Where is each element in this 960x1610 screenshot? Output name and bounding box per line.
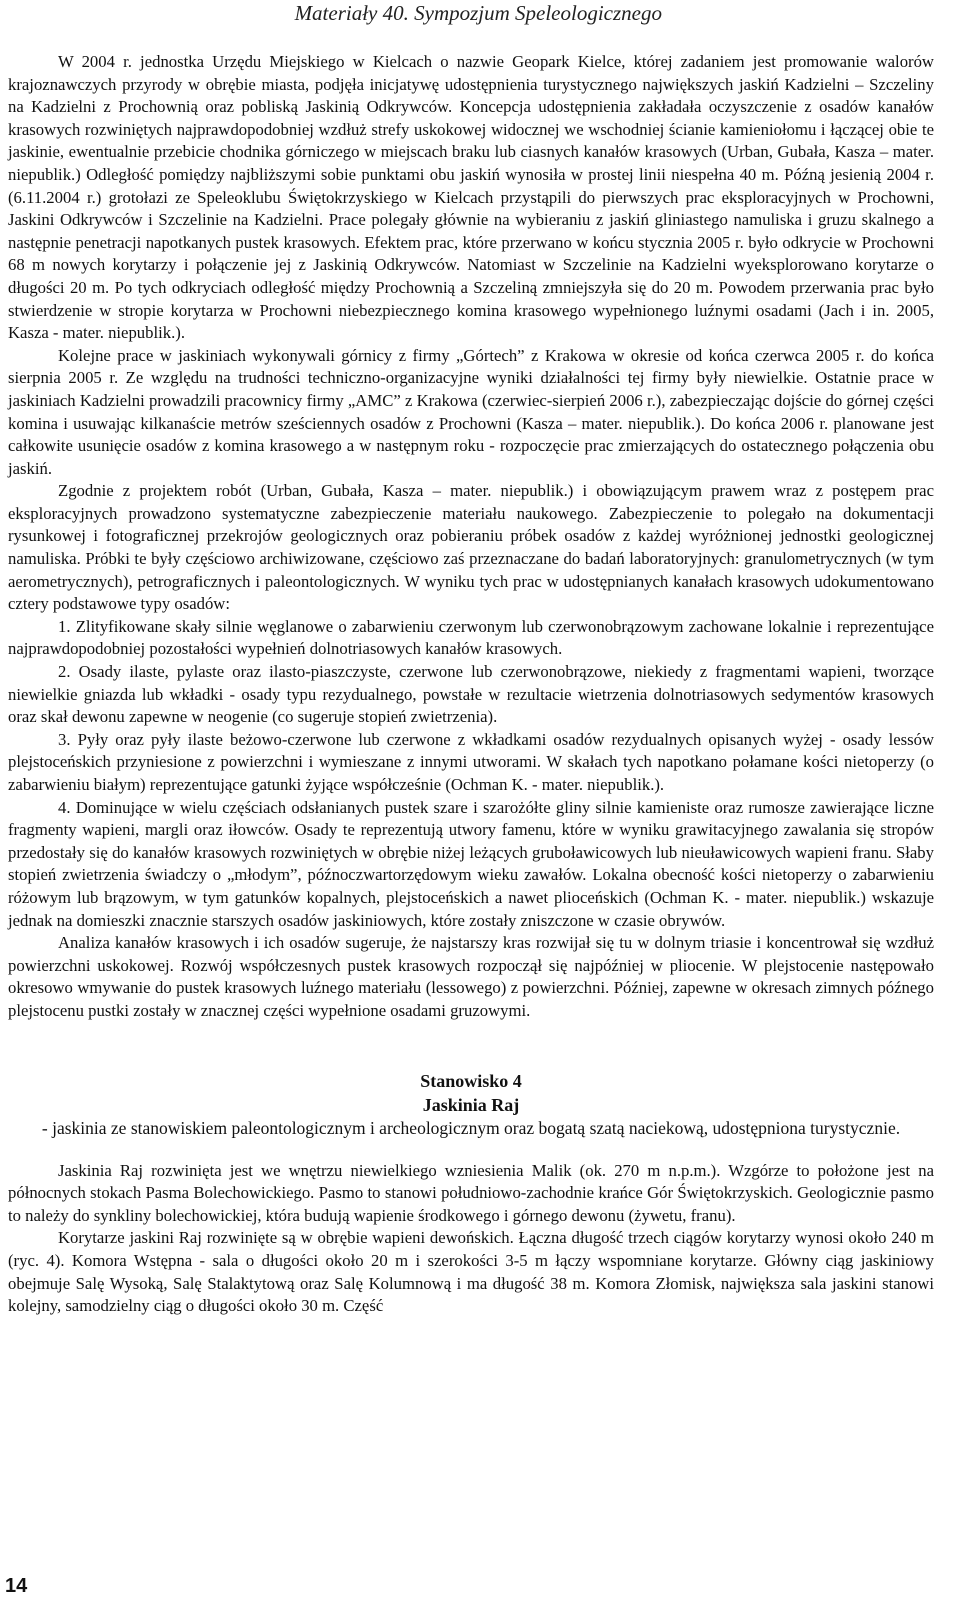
section-heading bbox=[8, 1069, 934, 1140]
paragraph: W 2004 r. jednostka Urzędu Miejskiego w Kielcach o nazwie Geopark Kielce, której zadaniem jest promowanie walorów krajoznawczych przyrody w obrębie miasta, podjęła inicjatywę udostępnienia turystycznego największych jaskiń Kadzielni – Szczeliny na Kadzielni z Prochownią oraz pobliską Jaskinią Odkrywców. Koncepcja udostępnienia zakładała oczyszczenie z osadów kanałów krasowych rozwiniętych najprawdopodobniej wzdłuż strefy uskokowej widocznej we wschodniej ścianie kamieniołomu i łączącej obie te jaskinie, ewentualnie przebicie chodnika górniczego w miejscach braku lub ciasnych kanałów krasowych (Urban, Gubała, Kasza – mater. niepublik.) Odległość pomiędzy najbliższymi sobie punktami obu jaskiń wynosiła w prostej linii niespełna 40 m. Późną jesienią 2004 r. (6.11.2004 r.) grotołazi ze Speleoklubu Świętokrzyskiego w Kielcach przystąpili do pierwszych prac eksploracyjnych w Prochowni, Jaskini Odkrywców i Szczelinie na Kadzielni. Prace polegały głównie na wybieraniu z jaskiń gliniastego namuliska i gruzu skalnego a następnie penetracji napotkanych pustek krasowych. Efektem prac, które przerwano w końcu stycznia 2005 r. było odkrycie w Prochowni 68 m nowych korytarzy i połączenie jej z Jaskinią Odkrywców. Natomiast w Szczelinie na Kadzielni wyeksplorowano korytarze o długości 20 m. Po tych odkryciach odległość między Prochownią a Szczeliną zmniejszyła się do 20 m. Powodem przerwania prac było stwierdzenie w stropie korytarza w Prochowni niebezpiecznego komina krasowego wypełnionego luźnymi osadami (Jach i in. 2005, Kasza - mater. niepublik.). bbox=[8, 52, 934, 343]
paragraph: Korytarze jaskini Raj rozwinięte są w obrębie wapieni dewońskich. Łączna długość trzech ciągów korytarzy wynosi około 240 m (ryc. 4). Komora Wstępna - sala o długości około 20 m i szerokości 3-5 m łączy wspomniane korytarze. Główny ciąg jaskiniowy obejmuje Salę Wysoką, Salę Stalaktytową oraz Salę Kolumnową i ma długość 38 m. Komora Złomisk, największa sala jaskini stanowi kolejny, samodzielny ciąg o długości około 30 m. Część bbox=[8, 1228, 934, 1316]
paragraph: Zgodnie z projektem robót (Urban, Gubała, Kasza – mater. niepublik.) i obowiązującym prawem wraz z postępem prac eksploracyjnych prowadzono systematyczne zabezpieczenie materiału naukowego. Zabezpieczenie to polegało na dokumentacji rysunkowej i fotograficznej przekrojów geologicznych oraz pobieraniu próbek osadów z każdej wyróżnionej jednostki geologicznej namuliska. Próbki te były częściowo archiwizowane, częściowo zaś przeznaczane do badań laboratoryjnych: granulometrycznych (w tym aerometrycznych), petrograficznych i paleontologicznych. W wyniku tych prac w udostępnianych kanałach krasowych udokumentowano cztery podstawowe typy osadów: bbox=[8, 481, 934, 614]
section-name: Jaskinia Raj bbox=[422, 1094, 520, 1115]
list-item: 3. Pyły oraz pyły ilaste beżowo-czerwone lub czerwone z wkładkami osadów rezydualnych opisanych wyżej - osady lessów plejstoceńskich przyniesione z powierzchni i wymieszane z innymi utworami. W skałach tych napotkano połamane kości nietoperzy (o zabarwieniu białym) reprezentujące gatunki żyjące współcześnie (Ochman K. - mater. niepublik.). bbox=[8, 729, 934, 794]
paragraph: Analiza kanałów krasowych i ich osadów sugeruje, że najstarszy kras rozwijał się tu w dolnym triasie i koncentrował się wzdłuż powierzchni uskokowej. Rozwój współczesnych pustek krasowych rozpoczął się najpóźniej w pliocenie. W plejstocenie następowało okresowo wmywanie do pustek krasowych luźnego materiału (lessowego) z powierzchni. Później, zapewne w okresach zimnych późnego plejstocenu pustki zostały w znacznej części wypełnione osadami gruzowymi. bbox=[8, 933, 934, 1020]
running-header: Materiały 40. Sympozjum Speleologicznego bbox=[294, 1, 662, 25]
list-item: 4. Dominujące w wielu częściach odsłanianych pustek szare i szarożółte gliny silnie kamieniste oraz rumosze zawierające liczne fragmenty wapieni, margli oraz iłowców. Osady te reprezentują utwory famenu, które w wyniku grawitacyjnego zawalania się stropów przedostały się do kanałów krasowych rozwiniętych w obrębie niżej leżących gruboławicowych lub nieuławicowych wapieni franu. Słaby stopień zwietrzenia świadczy o „młodym”, późnoczwartorzędowym wieku zawałów. Lokalna obecność kości nietoperzy o zabarwieniu różowym lub brązowym, w tym gatunków kopalnych, plejstoceńskich a nawet plioceńskich (Ochman K. - mater. niepublik.) wskazuje jednak na domieszki znacznie starszych osadów jaskiniowych, które zostały zniszczone w czasie obrywów. bbox=[8, 797, 934, 930]
list-item: 2. Osady ilaste, pylaste oraz ilasto-piaszczyste, czerwone lub czerwonobrązowe, niekiedy z fragmentami wapieni, tworzące niewielkie gniazda lub wkładki - osady typu rezydualnego, powstałe w rezultacie wietrzenia dolnotriasowych sedymentów krasowych oraz skał dewonu zapewne w neogenie (co sugeruje stopień zwietrzenia). bbox=[8, 662, 934, 727]
list-item: 1. Zlityfikowane skały silnie węglanowe o zabarwieniu czerwonym lub czerwonobrązowym zachowane lokalnie i reprezentujące najprawdopodobniej pozostałości wypełnień dolnotriasowych kanałów krasowych. bbox=[8, 616, 934, 659]
page-number: 14 bbox=[5, 1575, 28, 1597]
section-subtitle: - jaskinia ze stanowiskiem paleontologicznym i archeologicznym oraz bogatą szatą naciekową, udostępniona turystycznie. bbox=[41, 1117, 901, 1138]
paragraph: Jaskinia Raj rozwinięta jest we wnętrzu niewielkiego wzniesienia Malik (ok. 270 m n.p.m.). Wzgórze to położone jest na północnych stokach Pasma Bolechowickiego. Pasmo to stanowi południowo-zachodnie krańce Gór Świętokrzyskich. Geologicznie pasmo to należy do synkliny bolechowickiej, która budują wapienie środkowego i górnego dewonu (żywetu, franu). bbox=[8, 1160, 934, 1225]
section-number: Stanowisko 4 bbox=[420, 1070, 522, 1091]
body-text bbox=[8, 51, 934, 1318]
paragraph: Kolejne prace w jaskiniach wykonywali górnicy z firmy „Górtech” z Krakowa w okresie od końca czerwca 2005 r. do końca sierpnia 2005 r. Ze względu na trudności techniczno-organizacyjne wyniki działalności tej firmy były niewielkie. Ostatnie prace w jaskiniach Kadzielni prowadzili pracownicy firmy „AMC” z Krakowa (czerwiec-sierpień 2006 r.), zabezpieczając dojście do górnej części komina i usuwając kilkanaście metrów sześciennych osadów z Prochowni (Kasza – mater. niepublik.). Do końca 2006 r. planowane jest całkowite usunięcie osadów z komina krasowego a w następnym roku - rozpoczęcie prac zmierzających do ostatecznego połączenia obu jaskiń. bbox=[8, 345, 934, 478]
